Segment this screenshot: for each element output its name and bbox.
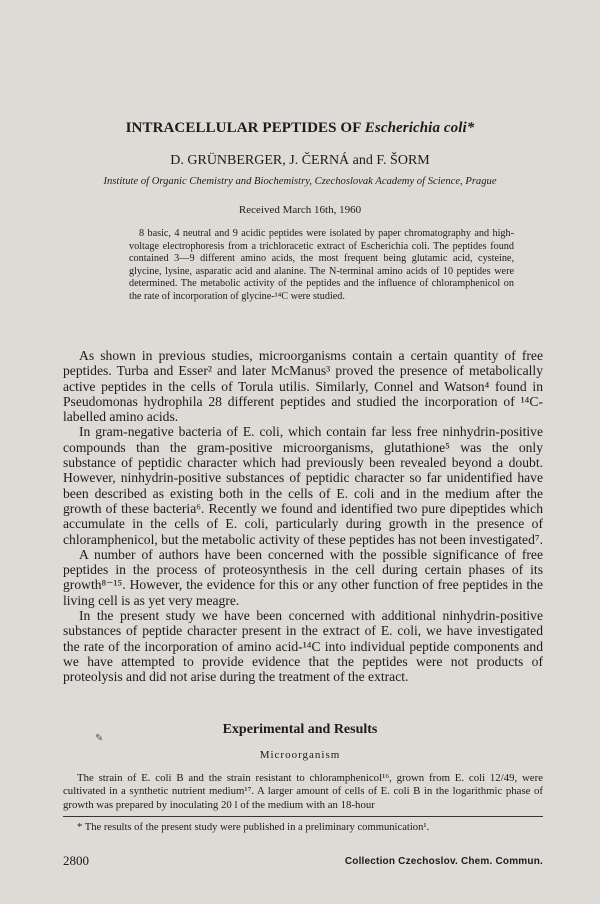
body-paragraph: In gram-negative bacteria of E. coli, which contain far less free ninhydrin-positive compounds than the gram-positive microorganisms, glutathione⁵ was the only substance of peptidic character which had previously been revealed beyond a doubt. However, ninhydrin-positive substances of peptidic character so far unidentified have been described as existing both in the cells of E. coli and in the medium after the growth of these bacteria⁶. Recently we found and identified two pure dipeptides which accumulate in the cells of E. coli, particularly during growth in the presence of chloramphenicol, but the metabolic activity of these peptides has not been investigated⁷.	[63, 424, 544, 547]
authors: D. GRÜNBERGER, J. ČERNÁ and F. ŠORM	[170, 153, 430, 168]
institution: Institute of Organic Chemistry and Biochemistry, Czechoslovak Academy of Science, Prague	[103, 176, 497, 187]
journal-name: Collection Czechoslov. Chem. Commun.	[344, 856, 543, 867]
body-paragraph: As shown in previous studies, microorganisms contain a certain quantity of free peptides. Turba and Esser² and later McManus³ proved the presence of metabolically active peptides in the cells of Torula utilis. Similarly, Connel and Watson⁴ found in Pseudomonas hydrophila 28 different peptides and studied the incorporation of ¹⁴C-labelled amino acids.	[63, 348, 543, 425]
footnote-rule	[63, 816, 543, 817]
footnote: * The results of the present study were published in a preliminary communication¹.	[77, 822, 430, 833]
subsection-heading: Microorganism	[259, 749, 341, 761]
title-italic: Escherichia coli*	[364, 120, 475, 136]
body-paragraph: In the present study we have been concerned with additional ninhydrin-positive substances of peptide character present in the extract of E. coli, we have investigated the rate of the incorporation of amino acid-¹⁴C into individual peptide components and we have attempted to provide evidence that the peptides were not products of proteolysis and did not arise during the treatment of the extract.	[63, 608, 543, 685]
section-heading: Experimental and Results	[222, 722, 378, 737]
stray-mark: ✎	[95, 733, 104, 744]
body-text	[63, 348, 543, 685]
abstract	[129, 228, 514, 304]
title-main: INTRACELLULAR PEPTIDES OF	[125, 120, 361, 136]
received-date: Received March 16th, 1960	[238, 204, 362, 216]
page-number: 2800	[63, 853, 89, 868]
abstract-text: 8 basic, 4 neutral and 9 acidic peptides were isolated by paper chromatography and high-voltage electrophoresis from a trichloracetic extract of Escherichia coli. The peptides found contained 3—9 different amino acids, the most frequent being glutamic acid, cysteine, glycine, lysine, asparatic acid and alanine. The N-terminal amino acids of 10 peptides were determined. The metabolic activity of the peptides and the influence of chloramphenicol on the rate of incorporation of glycine-¹⁴C were studied.	[129, 228, 514, 302]
experimental-paragraph: The strain of E. coli B and the strain resistant to chloramphenicol¹⁶, grown from E. coli 12/49, were cultivated in a synthetic nutrient medium¹⁷. A larger amount of cells of E. coli B in the logarithmic phase of growth was prepared by inoculating 20 l of the medium with an 18-hour	[63, 772, 543, 811]
experimental-text	[63, 772, 543, 812]
paper-title	[0, 120, 600, 137]
body-paragraph: A number of authors have been concerned with the possible significance of free peptides in the process of proteosynthesis in the cell during certain phases of its growth⁸⁻¹⁵. However, the evidence for this or any other function of free peptides in the living cell is as yet very meagre.	[63, 546, 543, 608]
